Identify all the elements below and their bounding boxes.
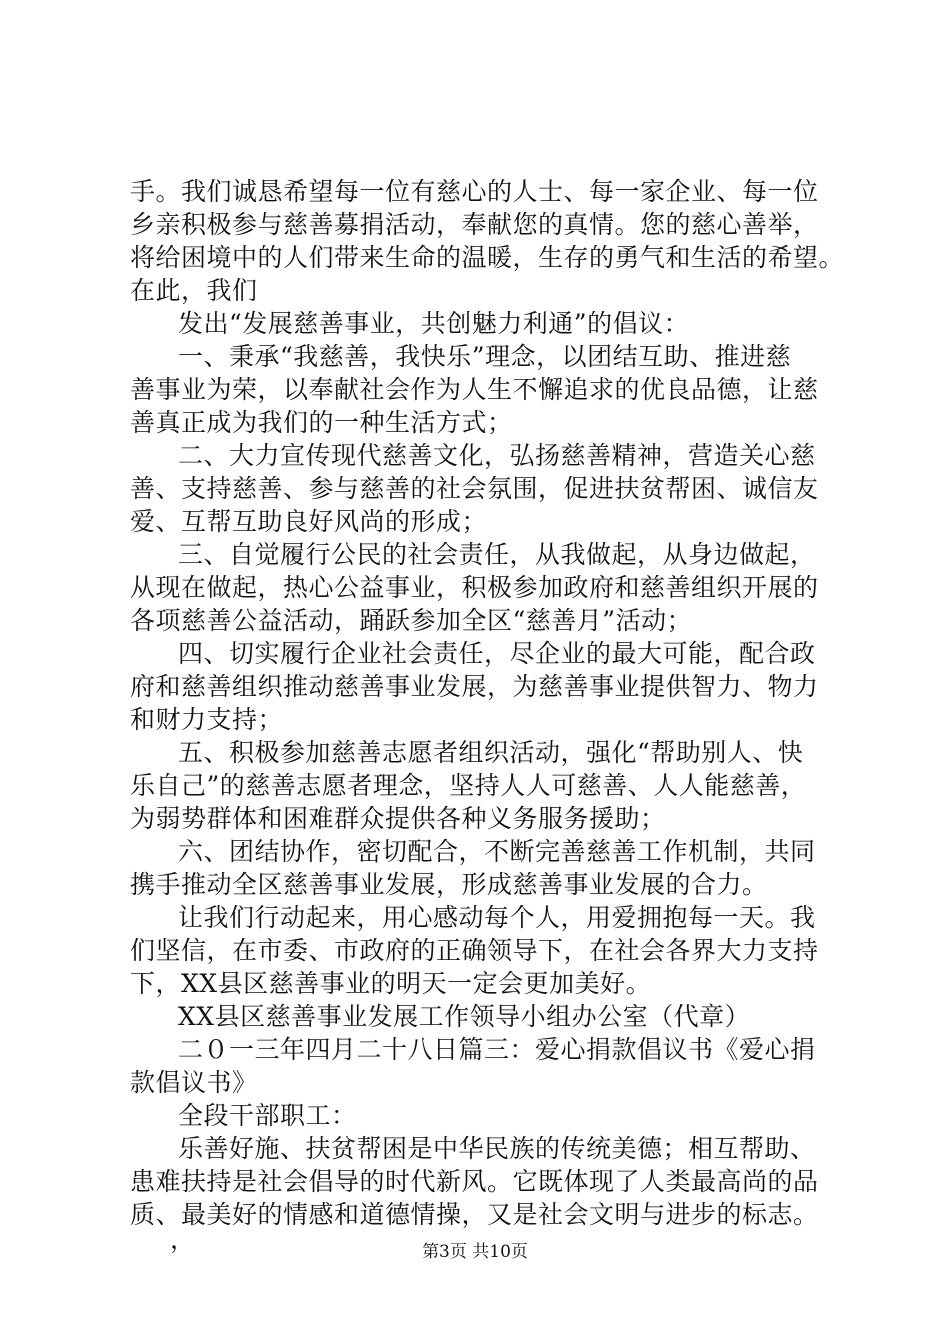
salutation-line: 全段干部职工： <box>178 1101 357 1130</box>
text-line: 乐善好施、扶贫帮困是中华民族的传统美德；相互帮助、 <box>178 1134 816 1163</box>
text-line: 为弱势群体和困难群众提供各种义务服务援助； <box>130 804 666 833</box>
text-line: 六、团结协作，密切配合，不断完善慈善工作机制，共同 <box>178 837 816 866</box>
date-line: 二０一三年四月二十八日篇三：爱心捐款倡议书《爱心捐 <box>178 1035 816 1064</box>
text-line: 将给困境中的人们带来生命的温暖，生存的勇气和生活的希望。 <box>130 243 845 272</box>
text-line: 携手推动全区慈善事业发展，形成慈善事业发展的合力。 <box>130 870 768 899</box>
text-line: 各项慈善公益活动，踊跃参加全区“慈善月”活动； <box>130 606 693 635</box>
text-line: 让我们行动起来，用心感动每个人，用爱拥抱每一天。我 <box>178 903 816 932</box>
text-line: 府和慈善组织推动慈善事业发展，为慈善事业提供智力、物力 <box>130 672 819 701</box>
page-footer: 第3页 共10页 <box>422 1242 528 1262</box>
text-line: 乐自己”的慈善志愿者理念，坚持人人可慈善、人人能慈善， <box>130 771 807 800</box>
text-line: 们坚信，在市委、市政府的正确领导下，在社会各界大力支持 <box>130 936 819 965</box>
text-line: 善事业为荣，以奉献社会作为人生不懈追求的优良品德，让慈 <box>130 375 819 404</box>
text-line: 手。我们诚恳希望每一位有慈心的人士、每一家企业、每一位 <box>130 177 819 206</box>
text-line: 爱、互帮互助良好风尚的形成； <box>130 507 488 536</box>
text-line: 和财力支持； <box>130 705 284 734</box>
text-line: 二、大力宣传现代慈善文化，弘扬慈善精神，营造关心慈 <box>178 441 816 470</box>
text-line: 患难扶持是社会倡导的时代新风。它既体现了人类最高尚的品 <box>130 1167 819 1196</box>
text-line: 五、积极参加慈善志愿者组织活动，强化“帮助别人、快 <box>178 738 804 767</box>
text-line: 乡亲积极参与慈善募捐活动，奉献您的真情。您的慈心善举， <box>130 210 819 239</box>
text-line: 善、支持慈善、参与慈善的社会氛围，促进扶贫帮困、诚信友 <box>130 474 819 503</box>
text-line: 款倡议书》 <box>130 1068 258 1097</box>
text-line: 善真正成为我们的一种生活方式； <box>130 408 513 437</box>
text-line: ， <box>170 1225 196 1254</box>
text-line: 发出“发展慈善事业，共创魅力利通”的倡议： <box>178 309 690 338</box>
text-line: 在此，我们 <box>130 276 258 305</box>
text-line: 一、秉承“我慈善，我快乐”理念，以团结互助、推进慈 <box>178 342 792 371</box>
signature-line: XX县区慈善事业发展工作领导小组办公室（代章） <box>178 1002 751 1031</box>
text-line: 四、切实履行企业社会责任，尽企业的最大可能，配合政 <box>178 639 816 668</box>
text-line: 三、自觉履行公民的社会责任，从我做起，从身边做起， <box>178 540 816 569</box>
text-line: 质、最美好的情感和道德情操，又是社会文明与进步的标志。 <box>130 1200 819 1229</box>
text-line: 下，XX县区慈善事业的明天一定会更加美好。 <box>130 969 652 998</box>
text-line: 从现在做起，热心公益事业，积极参加政府和慈善组织开展的 <box>130 573 819 602</box>
